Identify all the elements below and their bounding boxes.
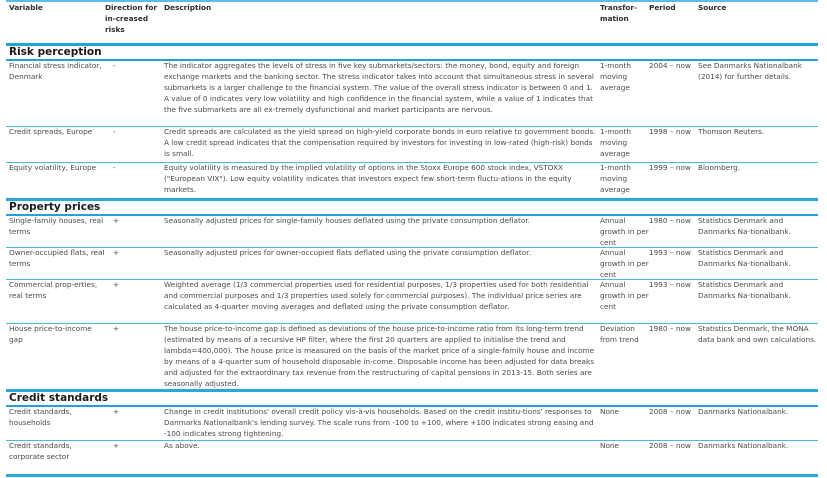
header-direction: Direction for in-creased risks <box>105 3 157 34</box>
cell-description: The house price-to-income gap is defined as deviations of the house price-to-income ratio from its long-term trend (estimated by means of a recursive HP filter, where the first 20 quarters are applied to initialise the trend and lambda=400,000). The house price is measured on the basis of the market price of a single-family house and income by means of a 4-quarter sum of household disposable in-come. Disposable income has been adjusted for data breaks and adjusted for the extraordinary tax revenue from the restructuring of capital pensions in 2013-15. Both series are seasonally adjusted. <box>164 324 595 388</box>
cell-description: Weighted average (1/3 commercial properties used for residential purposes, 1/3 properties used for both residential and commercial purposes and 1/3 properties used solely for commercial purposes). The individual price series are calculated as 4-quarter moving averages and deflated using the private consumption deflator. <box>164 280 589 311</box>
section-title: Risk perception <box>6 46 818 61</box>
section-title: Credit standards <box>6 392 818 407</box>
cell-period: 2008 – now <box>649 441 691 450</box>
cell-source: Statistics Denmark and Danmarks Na-tionalbank. <box>698 248 791 268</box>
table-row <box>6 61 818 127</box>
table-row <box>6 216 818 248</box>
table-row <box>6 163 818 201</box>
cell-direction: + <box>113 216 120 225</box>
cell-variable: Credit spreads, Europe <box>9 127 93 136</box>
header-variable: Variable <box>9 3 43 12</box>
cell-transformation: Annual growth in per cent <box>600 280 649 311</box>
cell-direction: - <box>113 163 116 172</box>
cell-period: 1993 – now <box>649 248 691 257</box>
cell-transformation: Annual growth in per cent <box>600 248 649 279</box>
cell-variable: Commercial prop-erties, real terms <box>9 280 98 300</box>
cell-direction: + <box>113 407 120 416</box>
table-row <box>6 280 818 324</box>
cell-variable: Financial stress indicator, Denmark <box>9 61 102 81</box>
cell-period: 1999 – now <box>649 163 691 172</box>
cell-variable: Credit standards, households <box>9 407 72 427</box>
cell-source: Statistics Denmark and Danmarks Na-tionalbank. <box>698 280 791 300</box>
cell-transformation: 1-month moving average <box>600 61 631 92</box>
cell-period: 1993 – now <box>649 280 691 289</box>
cell-direction: + <box>113 280 120 289</box>
cell-period: 1980 – now <box>649 216 691 225</box>
table-header <box>6 0 818 46</box>
indicator-table <box>6 0 818 477</box>
table-row <box>6 127 818 163</box>
cell-period: 2008 – now <box>649 407 691 416</box>
cell-source: Thomson Reuters. <box>698 127 765 136</box>
cell-description: Seasonally adjusted prices for owner-occupied flats deflated using the private consumption deflator. <box>164 248 531 257</box>
cell-description: Equity volatility is measured by the implied volatility of options in the Stoxx Europe 600 stock index, VSTOXX ("European VIX"). Low equity volatility indicates that investors expect few short-term fluctu-ations in the equity markets. <box>164 163 572 194</box>
header-transformation: Transfor-mation <box>600 3 638 23</box>
cell-transformation: 1-month moving average <box>600 163 631 194</box>
cell-transformation: None <box>600 441 620 450</box>
cell-source: Bloomberg. <box>698 163 741 172</box>
cell-variable: Equity volatility, Europe <box>9 163 97 172</box>
cell-direction: + <box>113 441 120 450</box>
table-row <box>6 324 818 392</box>
cell-period: 1998 – now <box>649 127 691 136</box>
cell-description: As above. <box>164 441 200 450</box>
cell-source: Statistics Denmark, the MONA data bank and own calculations. <box>698 324 817 344</box>
table-row <box>6 441 818 477</box>
section-title: Property prices <box>6 201 818 216</box>
cell-direction: + <box>113 248 120 257</box>
cell-period: 1980 – now <box>649 324 691 333</box>
cell-transformation: Deviation from trend <box>600 324 639 344</box>
table-row <box>6 407 818 441</box>
cell-variable: Single-family houses, real terms <box>9 216 104 236</box>
cell-variable: Owner-occupied flats, real terms <box>9 248 105 268</box>
cell-variable: Credit standards, corporate sector <box>9 441 72 461</box>
table-body <box>6 46 818 477</box>
cell-direction: + <box>113 324 120 333</box>
cell-direction: - <box>113 61 116 70</box>
header-period: Period <box>649 3 676 12</box>
cell-source: See Danmarks Nationalbank (2014) for further details. <box>698 61 802 81</box>
cell-source: Danmarks Nationalbank. <box>698 441 789 450</box>
header-source: Source <box>698 3 727 12</box>
cell-description: Credit spreads are calculated as the yield spread on high-yield corporate bonds in euro relative to government bonds. A low credit spread indicates that the compensation required by investors for investing in low-rated (high-risk) bonds is small. <box>164 127 596 158</box>
cell-description: Change in credit institutions' overall credit policy vis-à-vis households. Based on the credit institu-tions' responses to Danmarks Nationalbank's lending survey. The scale runs from -100 to +100, where +100 indicates strong easing and -100 indicates strong tightening. <box>164 407 594 438</box>
table-row <box>6 248 818 280</box>
cell-source: Statistics Denmark and Danmarks Na-tionalbank. <box>698 216 791 236</box>
cell-direction: - <box>113 127 116 136</box>
cell-source: Danmarks Nationalbank. <box>698 407 789 416</box>
cell-period: 2004 – now <box>649 61 691 70</box>
cell-transformation: None <box>600 407 620 416</box>
cell-description: Seasonally adjusted prices for single-family houses deflated using the private consumption deflator. <box>164 216 531 225</box>
header-description: Description <box>164 3 212 12</box>
cell-transformation: Annual growth in per cent <box>600 216 649 247</box>
cell-description: The indicator aggregates the levels of stress in five key submarkets/sectors: the money, bond, equity and foreign exchange markets and the banking sector. The stress indicator takes into account that simultaneous stress in several submarkets is a larger challenge to the financial system. The value of the overall stress indicator is between 0 and 1. A value of 0 indicates very low volatility and high confidence in the financial system, while a value of 1 indicates that the five submarkets are all ex-tremely dysfunctional and market participants are nervous. <box>164 61 594 114</box>
cell-transformation: 1-month moving average <box>600 127 631 158</box>
cell-variable: House price-to-income gap <box>9 324 92 344</box>
